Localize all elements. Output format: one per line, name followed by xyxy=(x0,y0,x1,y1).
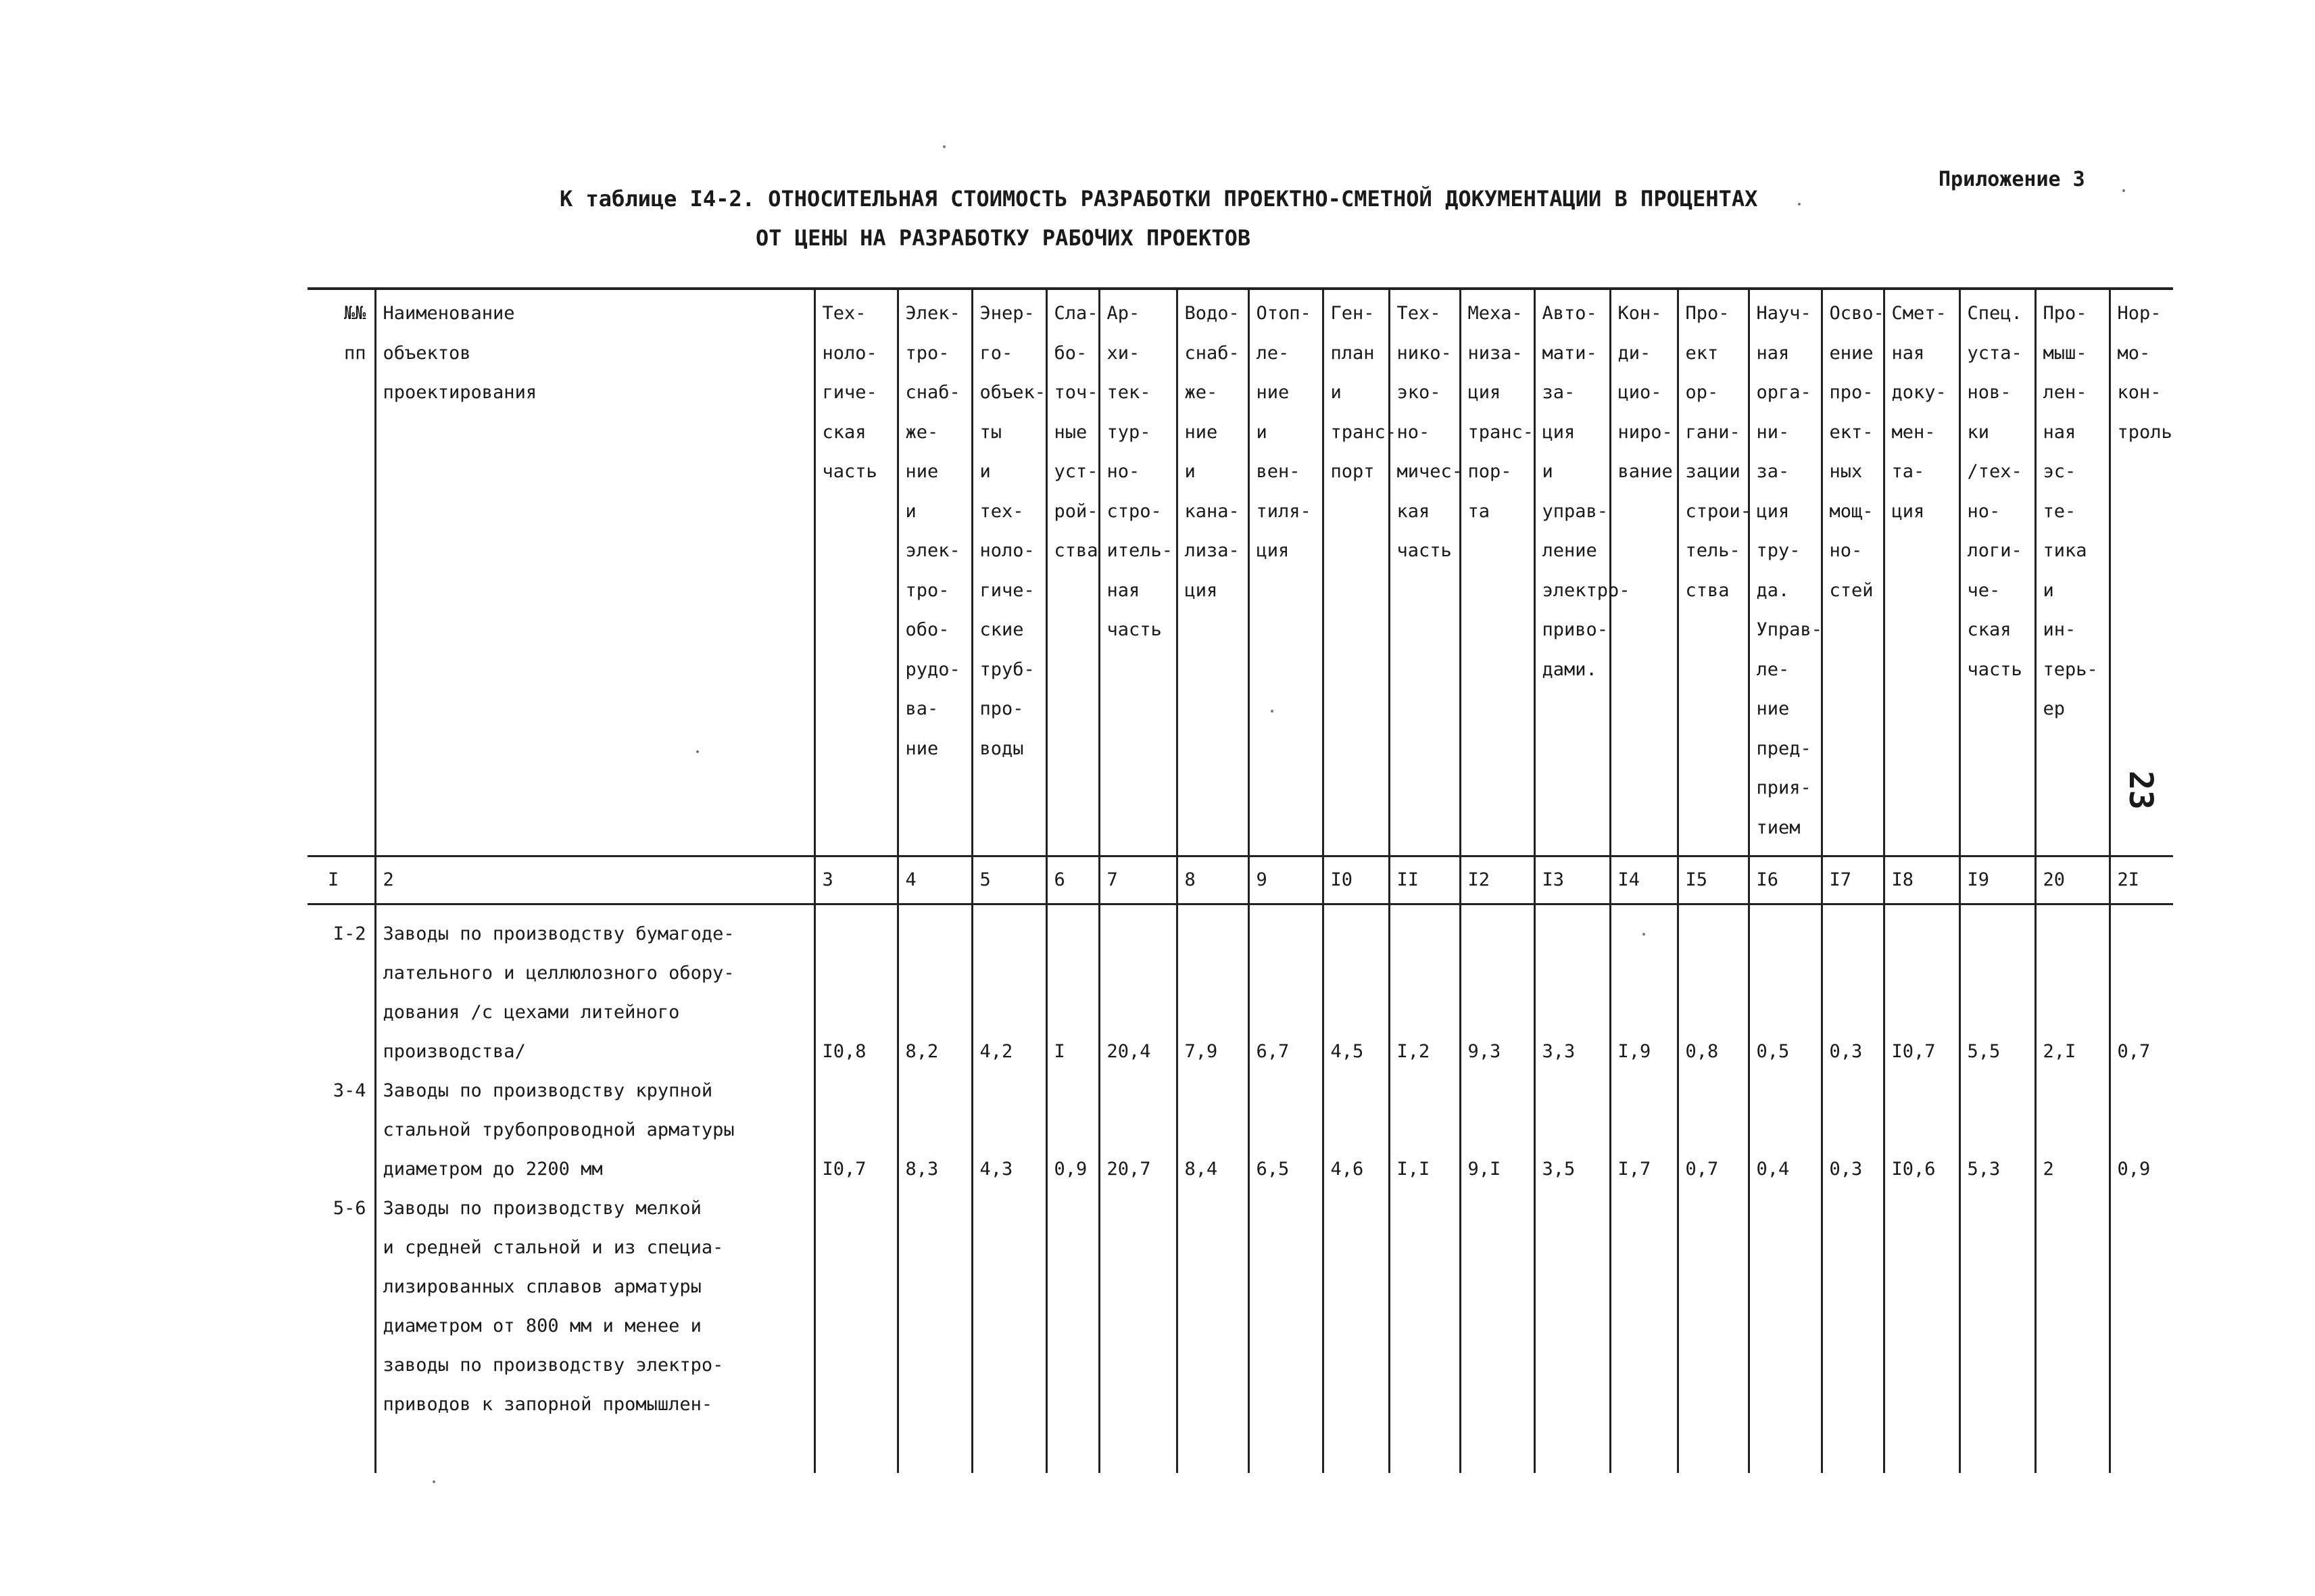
col-header-1: №№ пп xyxy=(308,289,375,856)
cell-value xyxy=(972,1189,1046,1473)
cell-value: I,9 xyxy=(1610,904,1678,1072)
cell-value: I xyxy=(1046,904,1099,1072)
cell-value xyxy=(1323,1189,1389,1473)
cell-value xyxy=(1099,1189,1177,1473)
cell-value: 4,2 xyxy=(972,904,1046,1072)
col-header-10: Ген- план и транс- порт xyxy=(1323,289,1389,856)
cell-value: 4,6 xyxy=(1323,1071,1389,1189)
col-header-11: Тех- нико- эко- но- мичес- кая часть xyxy=(1389,289,1460,856)
col-number: I6 xyxy=(1749,856,1822,904)
cell-value: 20,7 xyxy=(1099,1071,1177,1189)
col-header-6: Сла- бо- точ- ные уст- рой- ства xyxy=(1046,289,1099,856)
col-number: I4 xyxy=(1610,856,1678,904)
col-header-16: Науч- ная орга- ни- за- ция тру- да. Управ- ле- ние пред- прия- тием xyxy=(1749,289,1822,856)
cell-value xyxy=(1248,1189,1323,1473)
row-number: 3-4 xyxy=(333,1080,366,1101)
cell-value: 5,3 xyxy=(1959,1071,2035,1189)
cell-value: 6,5 xyxy=(1248,1071,1323,1189)
header-row xyxy=(308,289,2173,856)
col-header-13: Авто- мати- за- ция и управ- ление электро- приво- дами. xyxy=(1534,289,1610,856)
col-number: 9 xyxy=(1248,856,1323,904)
cell-value xyxy=(814,1189,898,1473)
cell-value: 6,7 xyxy=(1248,904,1323,1072)
col-header-12: Меха- низа- ция транс- пор- та xyxy=(1460,289,1534,856)
table-row xyxy=(308,1071,2173,1189)
row-name: Заводы по производству бумагоде- лательного и целлюлозного обору- дования /с цехами литейного производства/ xyxy=(375,904,814,1072)
cell-value: 0,8 xyxy=(1678,904,1749,1072)
cell-value: 0,9 xyxy=(1046,1071,1099,1189)
cell-value: 2 xyxy=(2035,1071,2110,1189)
cell-value: 0,4 xyxy=(1749,1071,1822,1189)
col-number: 2I xyxy=(2110,856,2173,904)
cell-value xyxy=(1177,1189,1248,1473)
col-number: I7 xyxy=(1822,856,1884,904)
col-number: 6 xyxy=(1046,856,1099,904)
col-number: II xyxy=(1389,856,1460,904)
col-number: 20 xyxy=(2035,856,2110,904)
cell-value: 8,3 xyxy=(898,1071,972,1189)
cell-value: I,I xyxy=(1389,1071,1460,1189)
row-name: Заводы по производству крупной стальной трубопроводной арматуры диаметром до 2200 мм xyxy=(375,1071,814,1189)
col-number: I2 xyxy=(1460,856,1534,904)
cell-value: 9,I xyxy=(1460,1071,1534,1189)
cell-value: I,7 xyxy=(1610,1071,1678,1189)
scan-speck xyxy=(1642,933,1645,936)
cell-value: 0,5 xyxy=(1749,904,1822,1072)
col-number: I xyxy=(308,856,375,904)
cell-value: 3,5 xyxy=(1534,1071,1610,1189)
cell-value: 8,4 xyxy=(1177,1071,1248,1189)
table-title-line-2: ОТ ЦЕНЫ НА РАЗРАБОТКУ РАБОЧИХ ПРОЕКТОВ xyxy=(756,225,1251,251)
scan-speck xyxy=(1798,203,1801,205)
row-name: Заводы по производству мелкой и средней стальной и из специа- лизированных сплавов арматуры диаметром от 800 мм и менее и заводы по производству электро- приводов к запорной промышлен- xyxy=(375,1189,814,1473)
cell-value: I0,8 xyxy=(814,904,898,1072)
scan-speck xyxy=(1271,710,1273,712)
scan-speck xyxy=(2122,189,2125,192)
cell-value xyxy=(2035,1189,2110,1473)
cell-value: I0,7 xyxy=(1884,904,1959,1072)
col-header-19: Спец. уста- нов- ки /тех- но- логи- че- ская часть xyxy=(1959,289,2035,856)
col-number: 5 xyxy=(972,856,1046,904)
table-title-line-1: К таблице I4-2. ОТНОСИТЕЛЬНАЯ СТОИМОСТЬ РАЗРАБОТКИ ПРОЕКТНО-СМЕТНОЙ ДОКУМЕНТАЦИИ В ПРОЦЕНТАХ xyxy=(560,186,1758,212)
col-number: I9 xyxy=(1959,856,2035,904)
cell-value xyxy=(1460,1189,1534,1473)
scan-speck xyxy=(696,750,699,753)
col-header-2: Наименование объектов проектирования xyxy=(375,289,814,856)
cell-value: I,2 xyxy=(1389,904,1460,1072)
cell-value xyxy=(1822,1189,1884,1473)
cell-value: 4,5 xyxy=(1323,904,1389,1072)
cell-value: 0,3 xyxy=(1822,904,1884,1072)
cell-value: I0,6 xyxy=(1884,1071,1959,1189)
cell-value: 20,4 xyxy=(1099,904,1177,1072)
cell-value: 0,9 xyxy=(2110,1071,2173,1189)
col-header-5: Энер- го- объек- ты и тех- ноло- гиче- ские труб- про- воды xyxy=(972,289,1046,856)
cell-value xyxy=(1046,1189,1099,1473)
col-header-4: Элек- тро- снаб- же- ние и элек- тро- обо- рудо- ва- ние xyxy=(898,289,972,856)
cell-value xyxy=(1678,1189,1749,1473)
cell-value: 7,9 xyxy=(1177,904,1248,1072)
col-header-9: Отоп- ле- ние и вен- тиля- ция xyxy=(1248,289,1323,856)
page-number: 23 xyxy=(2122,771,2160,810)
col-number: 3 xyxy=(814,856,898,904)
col-number: I5 xyxy=(1678,856,1749,904)
cell-value xyxy=(1389,1189,1460,1473)
scan-speck xyxy=(433,1480,435,1483)
col-number: I3 xyxy=(1534,856,1610,904)
col-number: 7 xyxy=(1099,856,1177,904)
cell-value: 4,3 xyxy=(972,1071,1046,1189)
col-number: I0 xyxy=(1323,856,1389,904)
col-header-3: Тех- ноло- гиче- ская часть xyxy=(814,289,898,856)
cell-value: 2,I xyxy=(2035,904,2110,1072)
cell-value: 0,7 xyxy=(2110,904,2173,1072)
col-header-18: Смет- ная доку- мен- та- ция xyxy=(1884,289,1959,856)
cell-value xyxy=(1749,1189,1822,1473)
row-number: 5-6 xyxy=(333,1198,366,1219)
col-header-15: Про- ект ор- гани- зации строи- тель- ства xyxy=(1678,289,1749,856)
col-number: 8 xyxy=(1177,856,1248,904)
cell-value: 0,7 xyxy=(1678,1071,1749,1189)
cell-value xyxy=(1959,1189,2035,1473)
cell-value: 3,3 xyxy=(1534,904,1610,1072)
appendix-label: Приложение 3 xyxy=(1939,168,2085,191)
col-header-17: Осво- ение про- ект- ных мощ- но- стей xyxy=(1822,289,1884,856)
cost-table xyxy=(308,287,2173,1473)
cell-value: 8,2 xyxy=(898,904,972,1072)
cell-value: 5,5 xyxy=(1959,904,2035,1072)
col-header-20: Про- мыш- лен- ная эс- те- тика и ин- терь- ер xyxy=(2035,289,2110,856)
cell-value xyxy=(1534,1189,1610,1473)
table-row xyxy=(308,1189,2173,1473)
col-header-21: Нор- мо- кон- троль xyxy=(2110,289,2173,856)
cell-value xyxy=(2110,1189,2173,1473)
col-number: I8 xyxy=(1884,856,1959,904)
col-header-7: Ар- хи- тек- тур- но- стро- итель- ная часть xyxy=(1099,289,1177,856)
column-number-row xyxy=(308,856,2173,904)
cell-value xyxy=(1884,1189,1959,1473)
col-number: 2 xyxy=(375,856,814,904)
row-number: I-2 xyxy=(333,923,366,944)
col-header-8: Водо- снаб- же- ние и кана- лиза- ция xyxy=(1177,289,1248,856)
cell-value: 9,3 xyxy=(1460,904,1534,1072)
scan-speck xyxy=(943,145,946,148)
col-header-14: Кон- ди- цио- ниро- вание xyxy=(1610,289,1678,856)
col-number: 4 xyxy=(898,856,972,904)
cell-value xyxy=(1610,1189,1678,1473)
cell-value: 0,3 xyxy=(1822,1071,1884,1189)
table-row xyxy=(308,904,2173,1072)
cell-value xyxy=(898,1189,972,1473)
cell-value: I0,7 xyxy=(814,1071,898,1189)
